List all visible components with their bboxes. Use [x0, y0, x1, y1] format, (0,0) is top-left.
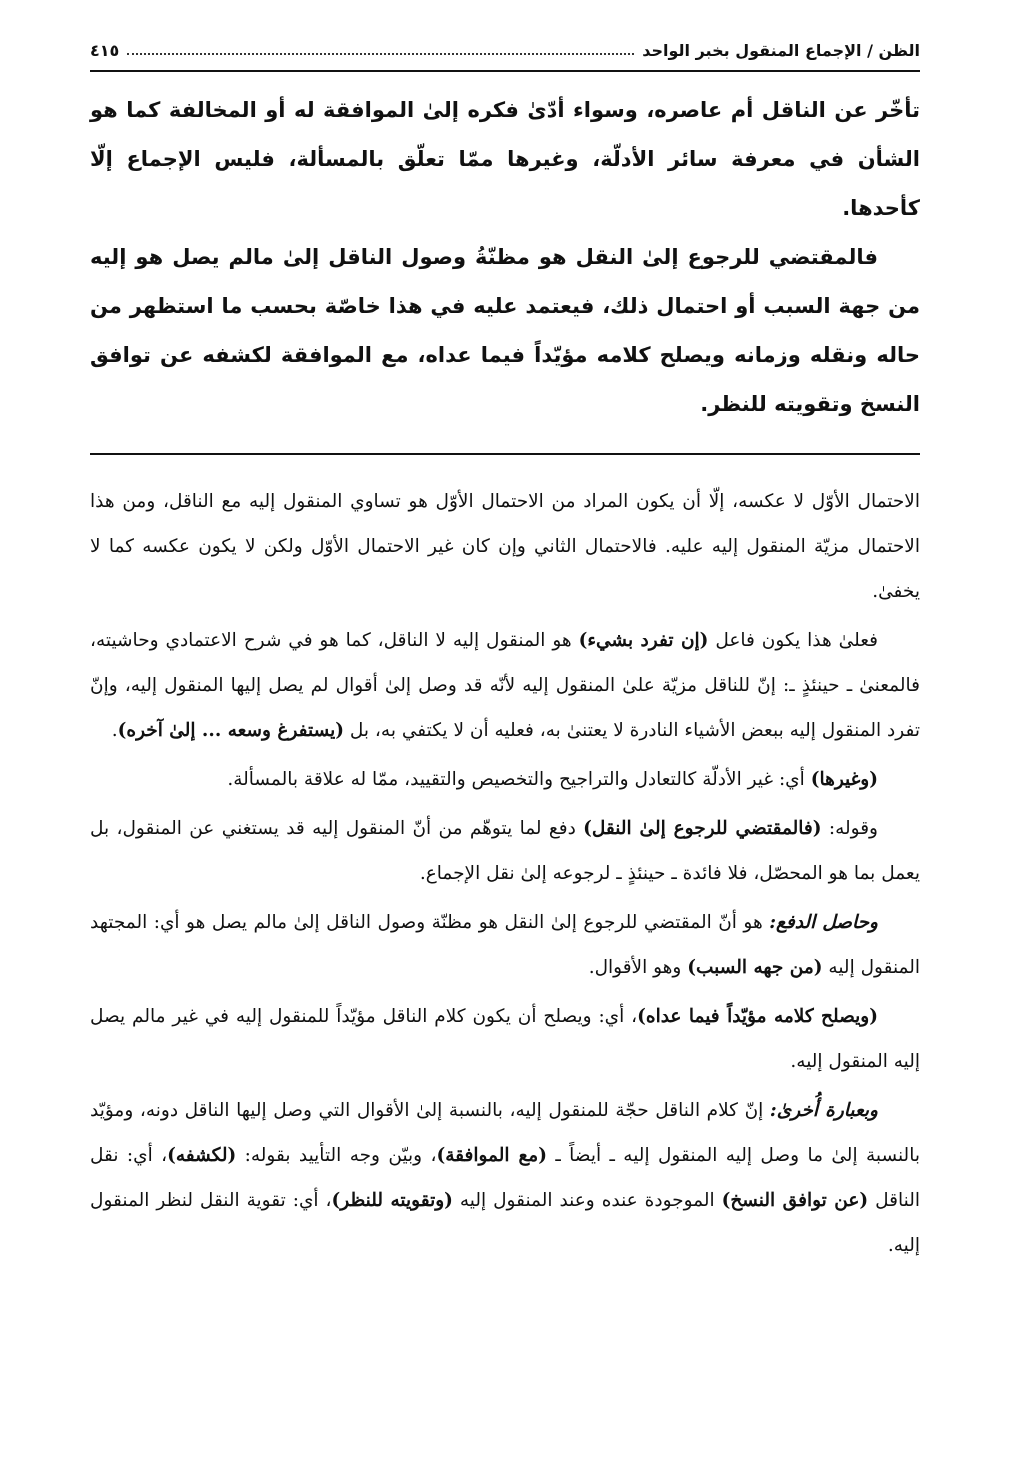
quoted-phrase: (يستفرغ وسعه ... إلىٰ آخره): [117, 720, 345, 741]
commentary-text-span: ، أي: نقل الناقل: [90, 1145, 920, 1211]
running-header-title: الظن / الإجماع المنقول بخبر الواحد: [642, 40, 920, 60]
quoted-phrase: (فالمقتضي للرجوع إلىٰ النقل): [583, 818, 822, 839]
italic-heading: وبعبارة أُخرىٰ:: [769, 1100, 878, 1121]
commentary-text: [90, 479, 920, 1268]
commentary-paragraph-1: الاحتمال الأوّل لا عكسه، إلّا أن يكون المراد من الاحتمال الأوّل هو تساوي المنقول إليه مع الناقل، ومن هذا الاحتمال مزيّة المنقول إليه عليه. فالاحتمال الثاني وإن كان غير الاحتمال الأوّل ولكن لا يكون عكسه كما لا يخفىٰ.: [90, 491, 920, 602]
commentary-text-span: دفع لما يتوهّم من أنّ المنقول إليه قد يستغني عن المنقول، بل يعمل بما هو المحصّل، فلا فائدة ـ حينئذٍ ـ لرجوعه إلىٰ نقل الإجماع.: [90, 818, 920, 884]
commentary-paragraph-6: [90, 994, 920, 1084]
quoted-phrase: (وتقويته للنظر): [331, 1190, 453, 1211]
commentary-text-span: ، أي: ويصلح أن يكون كلام الناقل مؤيّداً للمنقول إليه في غير مالم يصل إليه المنقول إليه.: [90, 1006, 920, 1072]
commentary-text-span: أي: غير الأدلّة كالتعادل والتراجيح والتخصيص والتقييد، ممّا له علاقة بالمسألة.: [227, 769, 811, 790]
page: [90, 30, 920, 1272]
italic-heading: وحاصل الدفع:: [769, 912, 878, 933]
commentary-text-span: هو أنّ المقتضي للرجوع إلىٰ النقل هو مظنّة وصول الناقل إلىٰ مالم يصل هو أي: المجتهد المنقول إليه: [90, 912, 920, 978]
header-dot-leader: [127, 53, 634, 55]
quoted-phrase: (لكشفه): [167, 1145, 237, 1166]
main-text: [90, 86, 920, 429]
commentary-text-span: الموجودة عنده وعند المنقول إليه: [452, 1190, 722, 1211]
commentary-paragraph-4: [90, 806, 920, 896]
commentary-paragraph-5: [90, 900, 920, 990]
commentary-text-span: وهو الأقوال.: [588, 957, 688, 978]
commentary-paragraph-2: [90, 618, 920, 753]
quoted-phrase: (عن توافق النسخ): [721, 1190, 869, 1211]
quoted-phrase: (ويصلح كلامه مؤيّداً فيما عداه): [637, 1006, 878, 1027]
main-paragraph-1: تأخّر عن الناقل أم عاصره، وسواء أدّىٰ فكره إلىٰ الموافقة له أو المخالفة كما هو الشأن في معرفة سائر الأدلّة، وغيرها ممّا تعلّق بالمسألة، فليس الإجماع إلّا كأحدها.: [90, 98, 920, 220]
commentary-text-span: فعلىٰ هذا يكون فاعل: [708, 630, 878, 651]
quoted-phrase: (وغيرها): [810, 769, 878, 790]
commentary-text-span: .: [111, 720, 118, 741]
main-paragraph-2: فالمقتضي للرجوع إلىٰ النقل هو مظنّةُ وصول الناقل إلىٰ مالم يصل هو إليه من جهة السبب أو احتمال ذلك، فيعتمد عليه في هذا خاصّة بحسب ما استظهر من حاله ونقله وزمانه ويصلح كلامه مؤيّداً فيما عداه، مع الموافقة لكشفه عن توافق النسخ وتقويته للنظر.: [90, 245, 920, 416]
quoted-phrase: (من جهه السبب): [687, 957, 823, 978]
commentary-text-span: هو المنقول إليه لا الناقل، كما هو في شرح الاعتمادي وحاشيته، فالمعنىٰ ـ حينئذٍ ـ: إنّ للناقل مزيّة علىٰ المنقول إليه لأنّه قد وصل إلىٰ أقوال لم يصل إليها المنقول إليه، وإنّ تفرد المنقول إليه ببعض الأشياء النادرة لا يعتنىٰ به، فعليه أن لا يكتفي به، بل: [90, 630, 920, 741]
commentary-text-span: إنّ كلام الناقل حجّة للمنقول إليه، بالنسبة إلىٰ الأقوال التي وصل إليها الناقل دونه، ومؤيّد بالنسبة إلىٰ ما وصل إليه المنقول إليه ـ أيضاً ـ: [90, 1100, 920, 1166]
quoted-phrase: (إن تفرد بشيء): [578, 630, 709, 651]
page-number: ٤١٥: [90, 40, 120, 60]
commentary-text-span: ، أي: تقوية النقل لنظر المنقول إليه.: [90, 1190, 920, 1256]
commentary-paragraph-7: [90, 1088, 920, 1268]
section-divider: [90, 453, 920, 455]
commentary-text-span: ، وبيّن وجه التأييد بقوله:: [236, 1145, 437, 1166]
commentary-text-span: وقوله:: [821, 818, 878, 839]
running-header: [90, 30, 920, 72]
quoted-phrase: (مع الموافقة): [436, 1145, 547, 1166]
commentary-paragraph-3: [90, 757, 920, 802]
